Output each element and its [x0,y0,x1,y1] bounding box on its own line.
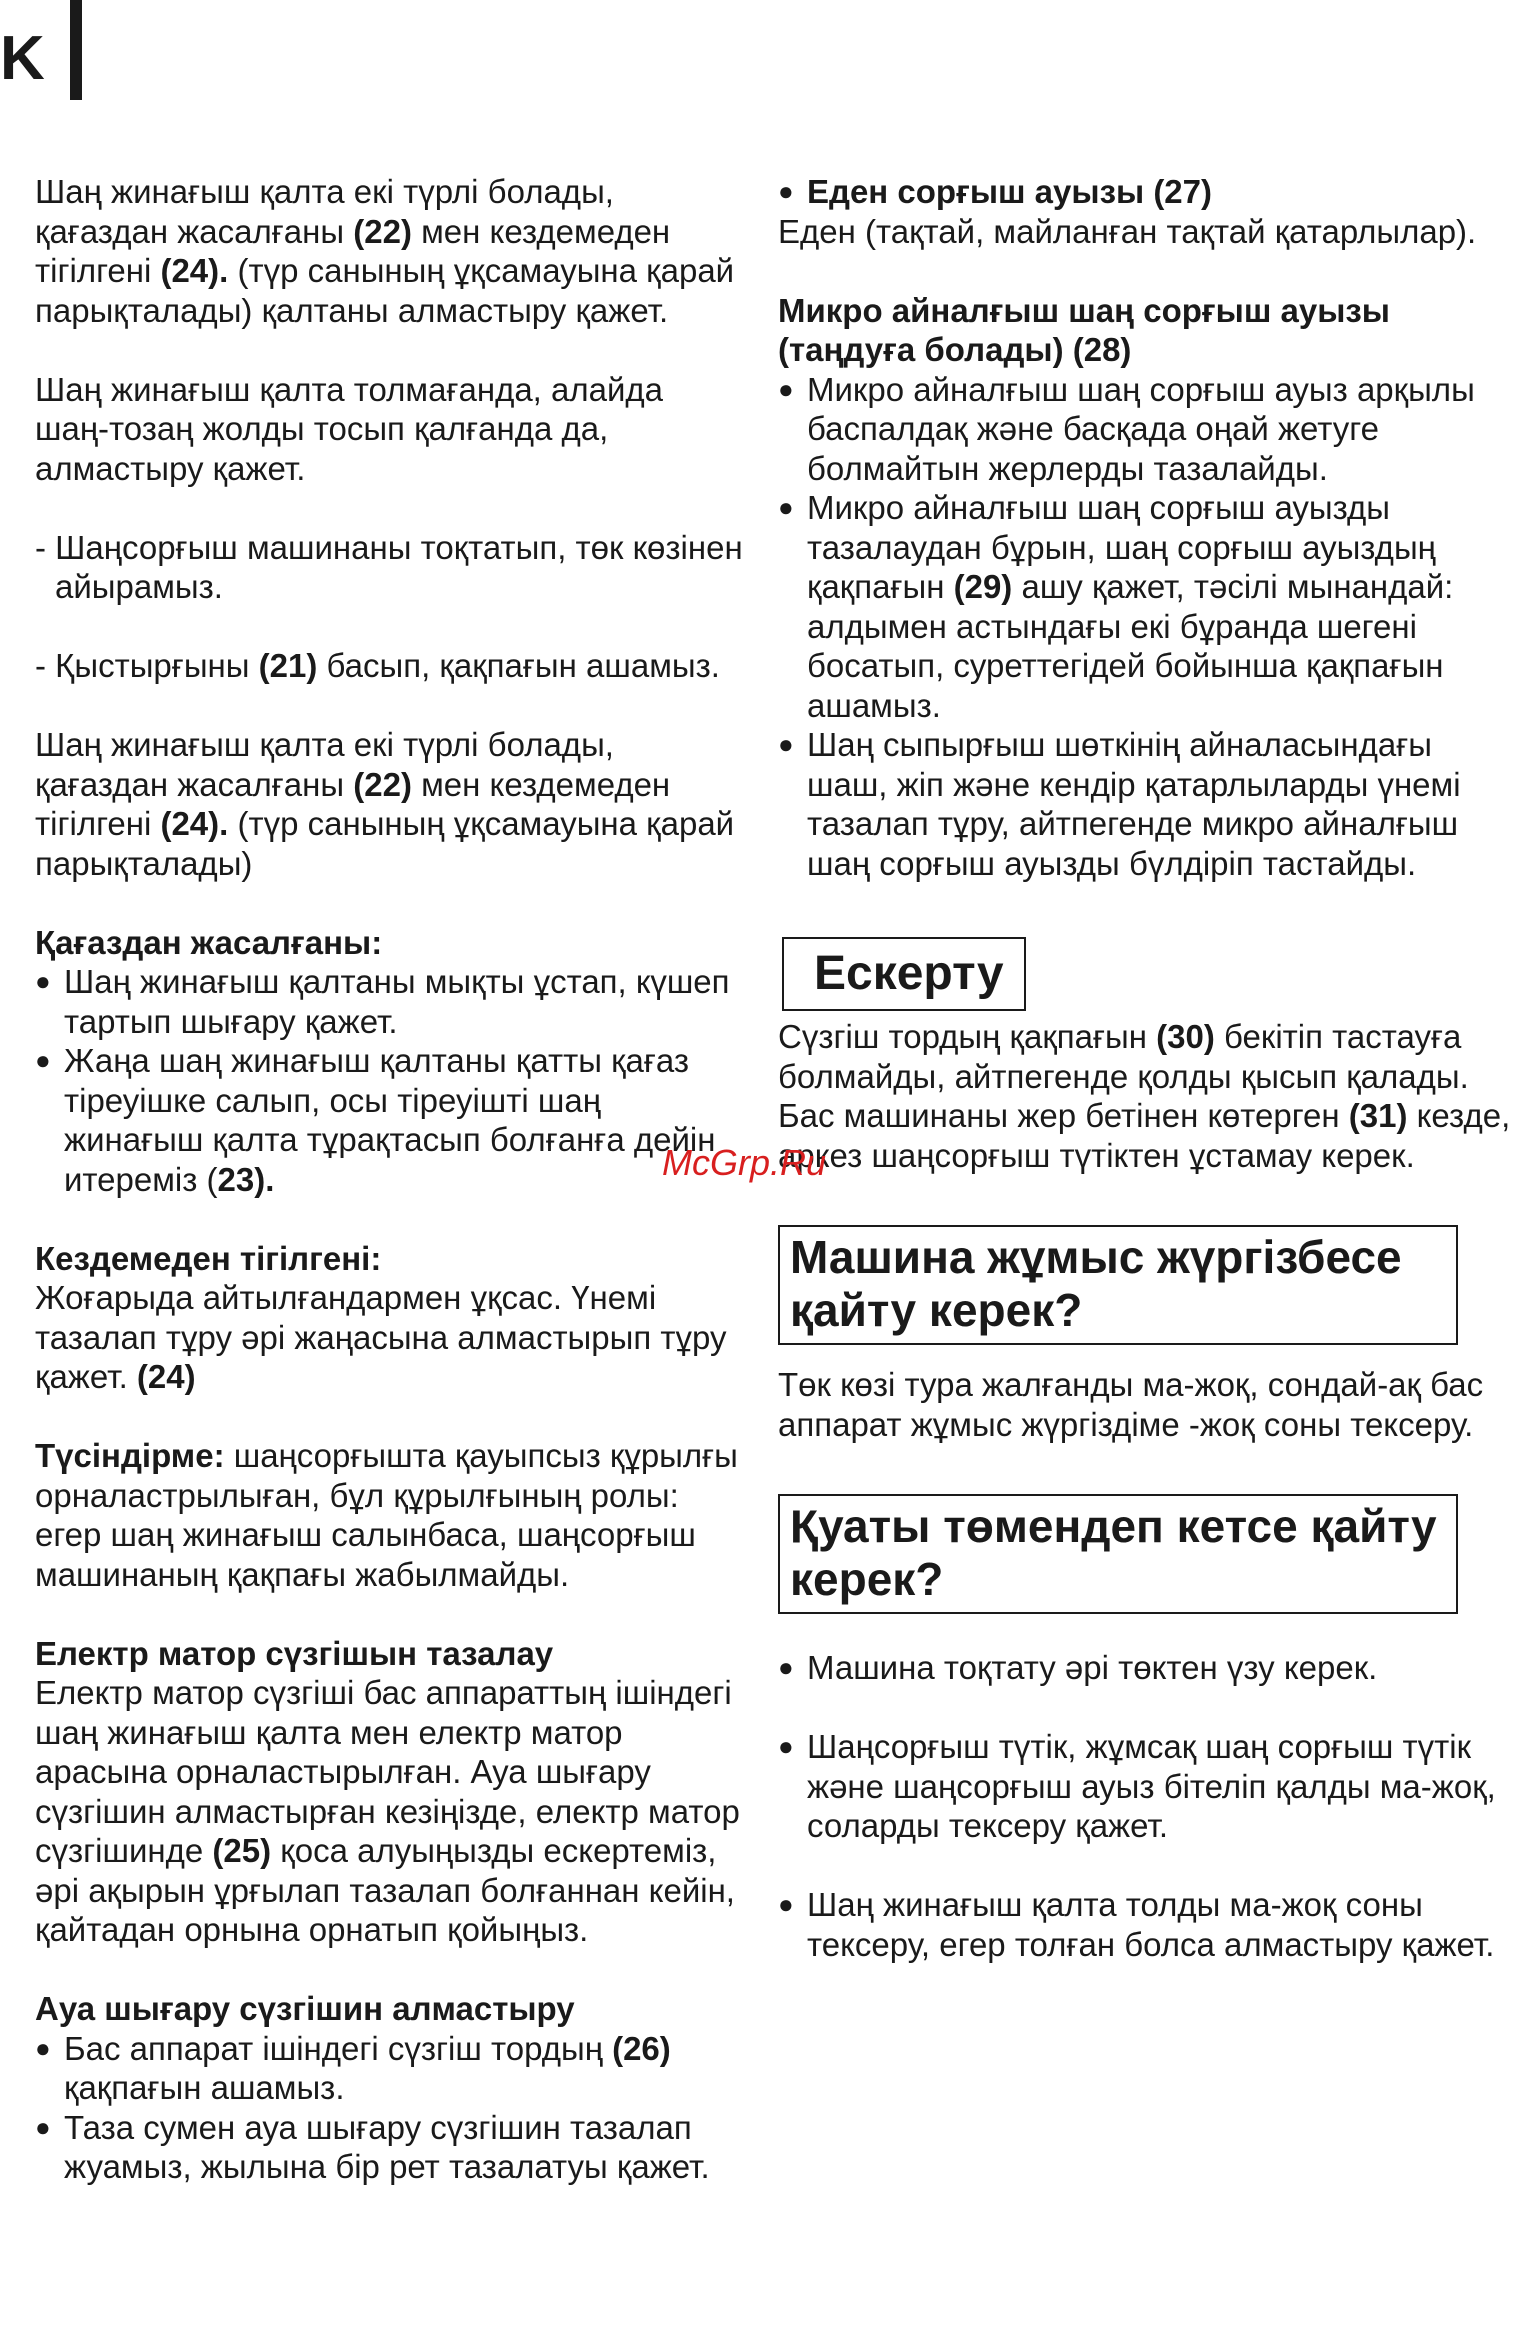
paper-bag-heading: Қағаздан жасалғаны: [35,923,383,961]
list-item: ● Шаңсорғыш түтік, жұмсақ шаң сорғыш түтік және шаңсорғыш ауыз бітеліп қалды ма-жоқ, соларды тексеру қажет. [778,1727,1513,1846]
micro-nozzle-heading: Микро айналғыш шаң сорғыш ауызы (таңдуға болады) (28) [778,291,1390,368]
low-power-list [778,1648,1513,1964]
micro-nozzle-list [778,370,1513,884]
floor-nozzle-list [778,172,1513,212]
header-bar [70,0,82,100]
warning-title: Ескерту [782,937,1026,1011]
not-working-title: Машина жұмыс жүргізбесе қайту керек? [778,1225,1458,1345]
step-1: - Шаңсорғыш машинаны тоқтатып, төк көзінен айырамыз. [35,528,743,605]
list-item: ● Жаңа шаң жинағыш қалтаны қатты қағаз тіреуішке салып, осы тіреуішті шаң жинағыш қалта тұрақтасып болғанға дейін итереміз (23). [35,1041,745,1199]
motor-filter-text: Електр матор сүзгіші бас аппараттың ішіндегі шаң жинағыш қалта мен електр матор арасына орналастырылған. Ауа шығару сүзгішин алмастырған кезіңізде, електр матор сүзгішинде (25) қоса алуыңызды ескертеміз, әрі ақырын ұрғылап тазалап болғаннан кейін, қайтадан орнына орнатып қойыңыз. [35,1674,740,1948]
right-column [778,172,1513,1964]
cloth-bag-heading: Кездемеден тігілгені: [35,1239,382,1277]
list-item: ● Бас аппарат ішіндегі сүзгіш тордың (26) қақпағын ашамыз. [35,2029,745,2108]
list-item: ● Шаң жинағыш қалтаны мықты ұстап, күшеп тартып шығару қажет. [35,962,745,1041]
floor-nozzle-text: Еден (тақтай, майланған тақтай қатарлылар). [778,212,1477,250]
paper-bag-list [35,962,745,1199]
exhaust-filter-heading: Ауа шығару сүзгішин алмастыру [35,1990,575,2027]
intro-paragraph-2: Шаң жинағыш қалта толмағанда, алайда шаң-тозаң жолды тосып қалғанда да, алмастыру қажет. [35,370,664,487]
list-item: ● Машина тоқтату әрі төктен үзу керек. [778,1648,1513,1688]
low-power-title: Қуаты төмендеп кетсе қайту керек? [778,1494,1458,1614]
exhaust-filter-list [35,2029,745,2187]
language-code: K [0,24,45,93]
intro-paragraph-3: Шаң жинағыш қалта екі түрлі болады, қағаздан жасалғаны (22) мен кездемеден тігілгені (24). (түр санының ұқсамауына қарай парықталады) [35,726,735,882]
list-item: ● Шаң сыпырғыш шөткінің айналасындағы шаш, жіп және кендір қатарлыларды үнемі тазалап тұру, айтпегенде микро айналғыш шаң сорғыш ауызды бүлдіріп тастайды. [778,725,1513,883]
not-working-text: Төк көзі тура жалғанды ма-жоқ, сондай-ақ бас аппарат жұмыс жүргіздіме -жоқ соны тексеру. [778,1366,1484,1443]
warning-text: Сүзгіш тордың қақпағын (30) бекітіп тастауға болмайды, айтпегенде қолды қысып қалады. Бас машинаны жер бетінен көтерген (31) кезде, аркез шаңсорғыш түтіктен ұстамау керек. [778,1018,1511,1174]
motor-filter-heading: Електр матор сүзгішын тазалау [35,1634,554,1672]
floor-nozzle-heading: ● Еден сорғыш ауызы (27) [778,172,1513,212]
list-item: ● Таза сумен ауа шығару сүзгішин тазалап жуамыз, жылына бір рет тазалатуы қажет. [35,2108,745,2187]
step-2: - Қыстырғыны (21) басып, қақпағын ашамыз. [35,647,720,684]
cloth-bag-text: Жоғарыда айтылғандармен ұқсас. Үнемі тазалап тұру әрі жаңасына алмастырып тұру қажет. (24) [35,1279,727,1395]
list-item: ● Шаң жинағыш қалта толды ма-жоқ соны тексеру, егер толған болса алмастыру қажет. [778,1885,1513,1964]
intro-paragraph-1: Шаң жинағыш қалта екі түрлі болады, қағаздан жасалғаны (22) мен кездемеден тігілгені (24). (түр санының ұқсамауына қарай парықталады) қалтаны алмастыру қажет. [35,173,735,329]
list-item: ● Микро айналғыш шаң сорғыш ауыз арқылы баспалдақ және басқада оңай жетуге болмайтын жерлерды тазалайды. [778,370,1513,489]
explanation-paragraph: Түсіндірме: шаңсорғышта қауыпсыз құрылғы орналастрылыған, бұл құрылғының ролы: егер шаң жинағыш салынбаса, шаңсорғыш машинаның қақпағы жабылмайды. [35,1437,738,1593]
left-column [35,172,745,2187]
watermark: McGrp.Ru [662,1142,827,1183]
list-item: ● Микро айналғыш шаң сорғыш ауызды тазалаудан бұрын, шаң сорғыш ауыздың қақпағын (29) ашу қажет, тәсілі мынандай: алдымен астындағы екі бұранда шегені босатып, суреттегідей бойынша қақпағын ашамыз. [778,488,1513,725]
